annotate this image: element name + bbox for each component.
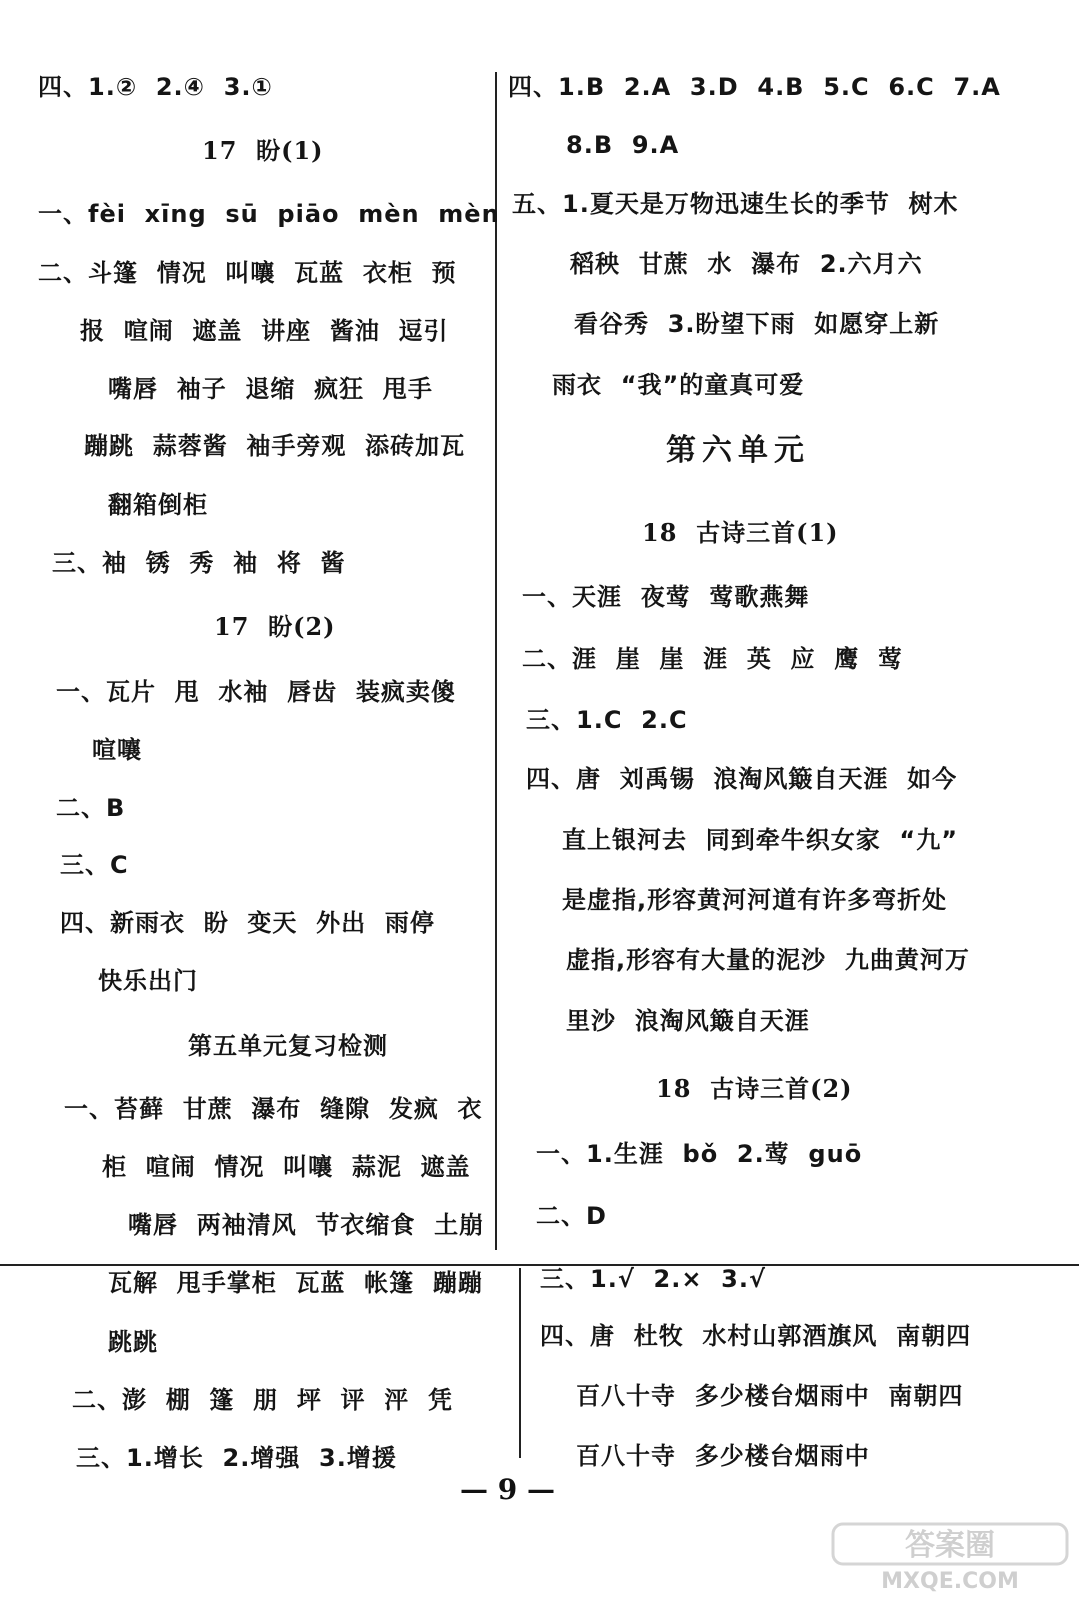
answer-line: 蹦跳 蒜蓉酱 袖手旁观 添砖加瓦 [84,432,466,460]
answer-line: 二、B [56,794,126,822]
answer-line: 嘴唇 两袖清风 节衣缩食 土崩 [128,1211,485,1239]
answer-line: 二、澎 棚 篷 朋 坪 评 泙 凭 [72,1386,453,1414]
answer-line: 三、1.C 2.C [526,706,688,734]
answer-line: 一、苔藓 甘蔗 瀑布 缝隙 发疯 衣 [64,1095,483,1123]
answer-line: 二、斗篷 情况 叫嚷 瓦蓝 衣柜 预 [38,259,457,287]
answer-line: 里沙 浪淘风簸自天涯 [566,1007,810,1035]
answer-line: 稻秧 甘蔗 水 瀑布 2.六月六 [570,250,923,278]
answer-line: 跳跳 [108,1328,158,1356]
answer-line: 一、1.生涯 bǒ 2.莺 guō [536,1140,863,1168]
answer-line: 一、天涯 夜莺 莺歌燕舞 [522,583,810,611]
answer-line: 是虚指,形容黄河河道有许多弯折处 [562,886,948,914]
answer-line: 虚指,形容有大量的泥沙 九曲黄河万 [566,946,970,974]
answer-line: 8.B 9.A [566,131,680,159]
section-heading: 第五单元复习检测 [188,1031,388,1060]
answer-line: 四、1.② 2.④ 3.① [38,73,273,101]
answer-line: 百八十寺 多少楼台烟雨中 [576,1442,870,1470]
answer-line: 直上银河去 同到牵牛织女家 “九” [562,826,958,854]
answer-line: 四、唐 杜牧 水村山郭酒旗风 南朝四 [540,1322,972,1350]
section-heading: 18 古诗三首(2) [656,1074,853,1103]
answer-line: 翻箱倒柜 [108,491,208,519]
section-heading: 17 盼(2) [214,612,336,641]
unit-title: 第六单元 [666,433,810,468]
answer-line: 一、fèi xīng sū piāo mèn mèn [38,200,500,228]
column-divider-lower [519,1268,521,1458]
answer-line: 报 喧闹 遮盖 讲座 酱油 逗引 [80,317,449,345]
answer-line: 二、涯 崖 崖 涯 英 应 鹰 莺 [522,645,903,673]
column-divider-upper [495,72,497,1250]
answer-line: 柜 喧闹 情况 叫嚷 蒜泥 遮盖 [102,1153,471,1181]
answer-line: 雨衣 “我”的童真可爱 [552,371,805,399]
watermark-bottom-text: MXQE.COM [881,1569,1019,1592]
answer-line: 百八十寺 多少楼台烟雨中 南朝四 [576,1382,964,1410]
answer-line: 三、1.√ 2.× 3.√ [540,1265,766,1293]
answer-line: 一、瓦片 甩 水袖 唇齿 装疯卖傻 [56,678,456,706]
answer-line: 四、唐 刘禹锡 浪淘风簸自天涯 如今 [526,765,958,793]
answer-line: 喧嚷 [92,736,142,764]
answer-line: 嘴唇 袖子 退缩 疯狂 甩手 [108,375,433,403]
answer-line: 五、1.夏天是万物迅速生长的季节 树木 [512,190,959,218]
page-number: — 9 — [460,1473,555,1506]
answer-line: 三、袖 锈 秀 袖 将 酱 [52,549,346,577]
answer-line: 三、C [60,851,129,879]
answer-line: 二、D [536,1202,607,1230]
section-heading: 18 古诗三首(1) [642,518,839,547]
answer-line: 四、新雨衣 盼 变天 外出 雨停 [60,909,435,937]
answer-line: 快乐出门 [98,967,198,995]
answer-line: 三、1.增长 2.增强 3.增援 [76,1444,397,1472]
watermark-top-text: 答案圈 [905,1528,995,1563]
watermark-logo [825,1520,1075,1592]
section-heading: 17 盼(1) [202,136,324,165]
answer-line: 四、1.B 2.A 3.D 4.B 5.C 6.C 7.A [508,73,1001,101]
answer-line: 看谷秀 3.盼望下雨 如愿穿上新 [574,310,940,338]
answer-line: 瓦解 甩手掌柜 瓦蓝 帐篷 蹦蹦 [108,1269,483,1297]
